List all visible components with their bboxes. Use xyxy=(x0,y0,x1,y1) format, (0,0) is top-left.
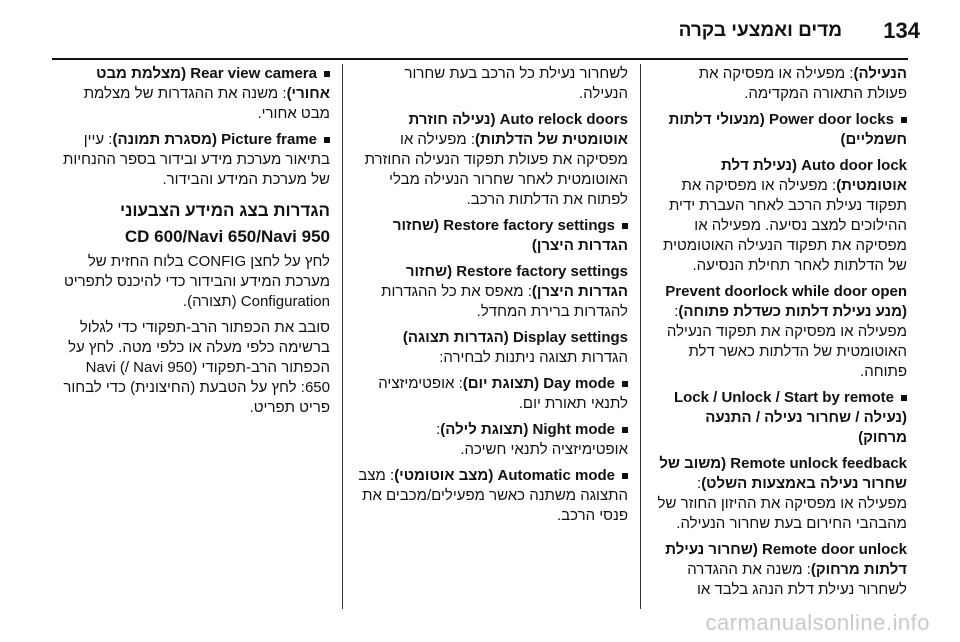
menu-setting-entry xyxy=(358,216,628,256)
setting-description: : מפעילה או מפסיקה את תפקוד נעילת הרכב לאחר העברת ידית ההילוכים למצב נסיעה. מפעילה או מפסיקה את תפקוד הנעילה האוטומטית של הדלתות לאחר תחילת הנסיעה. xyxy=(663,177,907,274)
setting-description: : משנה את ההגדרה לשחרור נעילת דלת הנהג בלבד או xyxy=(687,561,907,598)
menu-setting-entry xyxy=(358,374,628,414)
setting-description: הגדרות תצוגה ניתנות לבחירה: xyxy=(439,349,628,366)
setting-description: : אופטימיזציה לתנאי חשיכה. xyxy=(436,421,628,458)
menu-setting-entry xyxy=(655,282,907,382)
bullet-icon xyxy=(901,117,907,123)
setting-description: : אופטימיזציה לתנאי תאורת יום. xyxy=(378,375,628,412)
paragraph: סובב את הכפתור הרב-תפקודי כדי לגלול ברשימה כלפי מעלה או כלפי מטה. לחץ על הכפתור הרב-תפקודי (Navi 950 /) Navi 650: לחץ על הטבעת (החיצונית) כדי לבחור פריט תפריט. xyxy=(63,319,330,416)
model-subheading: CD 600/Navi 650/Navi 950 xyxy=(124,227,330,246)
menu-setting-entry xyxy=(58,130,330,190)
menu-setting-entry xyxy=(358,110,628,210)
setting-name: Auto relock doors (נעילה חוזרת אוטומטית של הדלתות) xyxy=(408,111,628,148)
menu-setting-entry xyxy=(358,420,628,460)
bullet-icon xyxy=(622,223,628,229)
header-rule xyxy=(52,58,908,60)
setting-description: : מאפס את כל ההגדרות להגדרות ברירת המחדל. xyxy=(381,283,628,320)
setting-description: לשחרור נעילת כל הרכב בעת שחרור הנעילה. xyxy=(404,65,628,102)
setting-name: Prevent doorlock while door open (מנע נעילת דלתות כשדלת פתוחה) xyxy=(665,283,907,320)
menu-setting-entry xyxy=(655,540,907,600)
setting-description: : מפעילה או מפסיקה את פעולת התאורה המקדימה. xyxy=(698,65,907,102)
text-column-middle xyxy=(358,64,628,609)
bullet-icon xyxy=(324,71,330,77)
page-number: 134 xyxy=(883,18,920,43)
bullet-icon xyxy=(622,473,628,479)
setting-name: Restore factory settings (שחזור הגדרות היצרן) xyxy=(405,263,628,300)
bullet-icon xyxy=(622,427,628,433)
paragraph: לחץ על לחצן CONFIG בלוח החזית של מערכת המידע והבידור כדי להיכנס לתפריט Configuration (תצורה). xyxy=(63,253,330,310)
section-title: מדים ואמצעי בקרה xyxy=(678,20,842,41)
setting-name: Remote unlock feedback (משוב של שחרור נעילה באמצעות השלט) xyxy=(659,455,907,492)
text-column-right xyxy=(655,64,907,609)
bullet-icon xyxy=(622,381,628,387)
column-divider xyxy=(640,64,641,609)
setting-name: Power door locks (מנעולי דלתות חשמליים) xyxy=(668,111,907,148)
setting-name: Night mode (תצוגת לילה) xyxy=(440,421,615,438)
setting-name: Automatic mode (מצב אוטומטי) xyxy=(394,467,615,484)
menu-setting-entry xyxy=(358,262,628,322)
setting-description: : עיין בתיאור מערכת מידע ובידור בספר ההנחיות של מערכת המידע והבידור. xyxy=(62,131,330,188)
menu-setting-entry xyxy=(58,64,330,124)
setting-name: Picture frame (מסגרת תמונה) xyxy=(112,131,317,148)
setting-name: Day mode (תצוגת יום) xyxy=(462,375,615,392)
setting-description: : מפעילה או מפסיקה את פעולת תפקוד הנעילה החוזרת האוטומטית לאחר שחרור הנעילה מבלי לפתוח את הדלתות הרכב. xyxy=(364,131,628,208)
setting-name: Display settings (הגדרות תצוגה) xyxy=(402,329,628,346)
menu-setting-entry xyxy=(358,466,628,526)
setting-description: : משנה את ההגדרות של מצלמת מבט אחורי. xyxy=(83,85,330,122)
page-header xyxy=(0,0,960,58)
watermark: carmanualsonline.info xyxy=(705,610,930,635)
menu-setting-entry xyxy=(358,328,628,368)
setting-name: Remote door unlock (שחרור נעילת דלתות מרחוק) xyxy=(665,541,907,578)
bullet-icon xyxy=(901,395,907,401)
menu-setting-entry xyxy=(358,64,628,104)
menu-setting-entry xyxy=(655,156,907,276)
section-subheading: הגדרות בצג המידע הצבעוני xyxy=(119,201,330,220)
setting-description: : מפעילה או מפסיקה את ההיזון החוזר של מהבהבי החירום בעת שחרור הנעילה. xyxy=(657,475,907,532)
bullet-icon xyxy=(324,137,330,143)
setting-name: Restore factory settings (שחזור הגדרות היצרן) xyxy=(392,217,628,254)
setting-name: Rear view camera (מצלמת מבט אחורי) xyxy=(96,65,330,102)
text-column-left xyxy=(58,64,330,609)
menu-setting-entry xyxy=(655,110,907,150)
menu-setting-entry xyxy=(655,64,907,104)
setting-description: : מצב התצוגה משתנה כאשר מפעילים/מכבים את פנסי הרכב. xyxy=(358,467,628,524)
setting-name: Lock / Unlock / Start by remote (נעילה / שחרור נעילה / התנעה מרחוק) xyxy=(673,389,907,446)
setting-description: : מפעילה או מפסיקה את תפקוד הנעילה האוטומטית של הדלתות כאשר דלת פתוחה. xyxy=(666,303,907,380)
menu-setting-entry xyxy=(655,388,907,448)
column-divider xyxy=(342,64,343,609)
menu-setting-entry xyxy=(655,454,907,534)
setting-name: Auto door lock (נעילת דלת אוטומטית) xyxy=(721,157,907,194)
setting-name: הנעילה) xyxy=(853,65,907,82)
